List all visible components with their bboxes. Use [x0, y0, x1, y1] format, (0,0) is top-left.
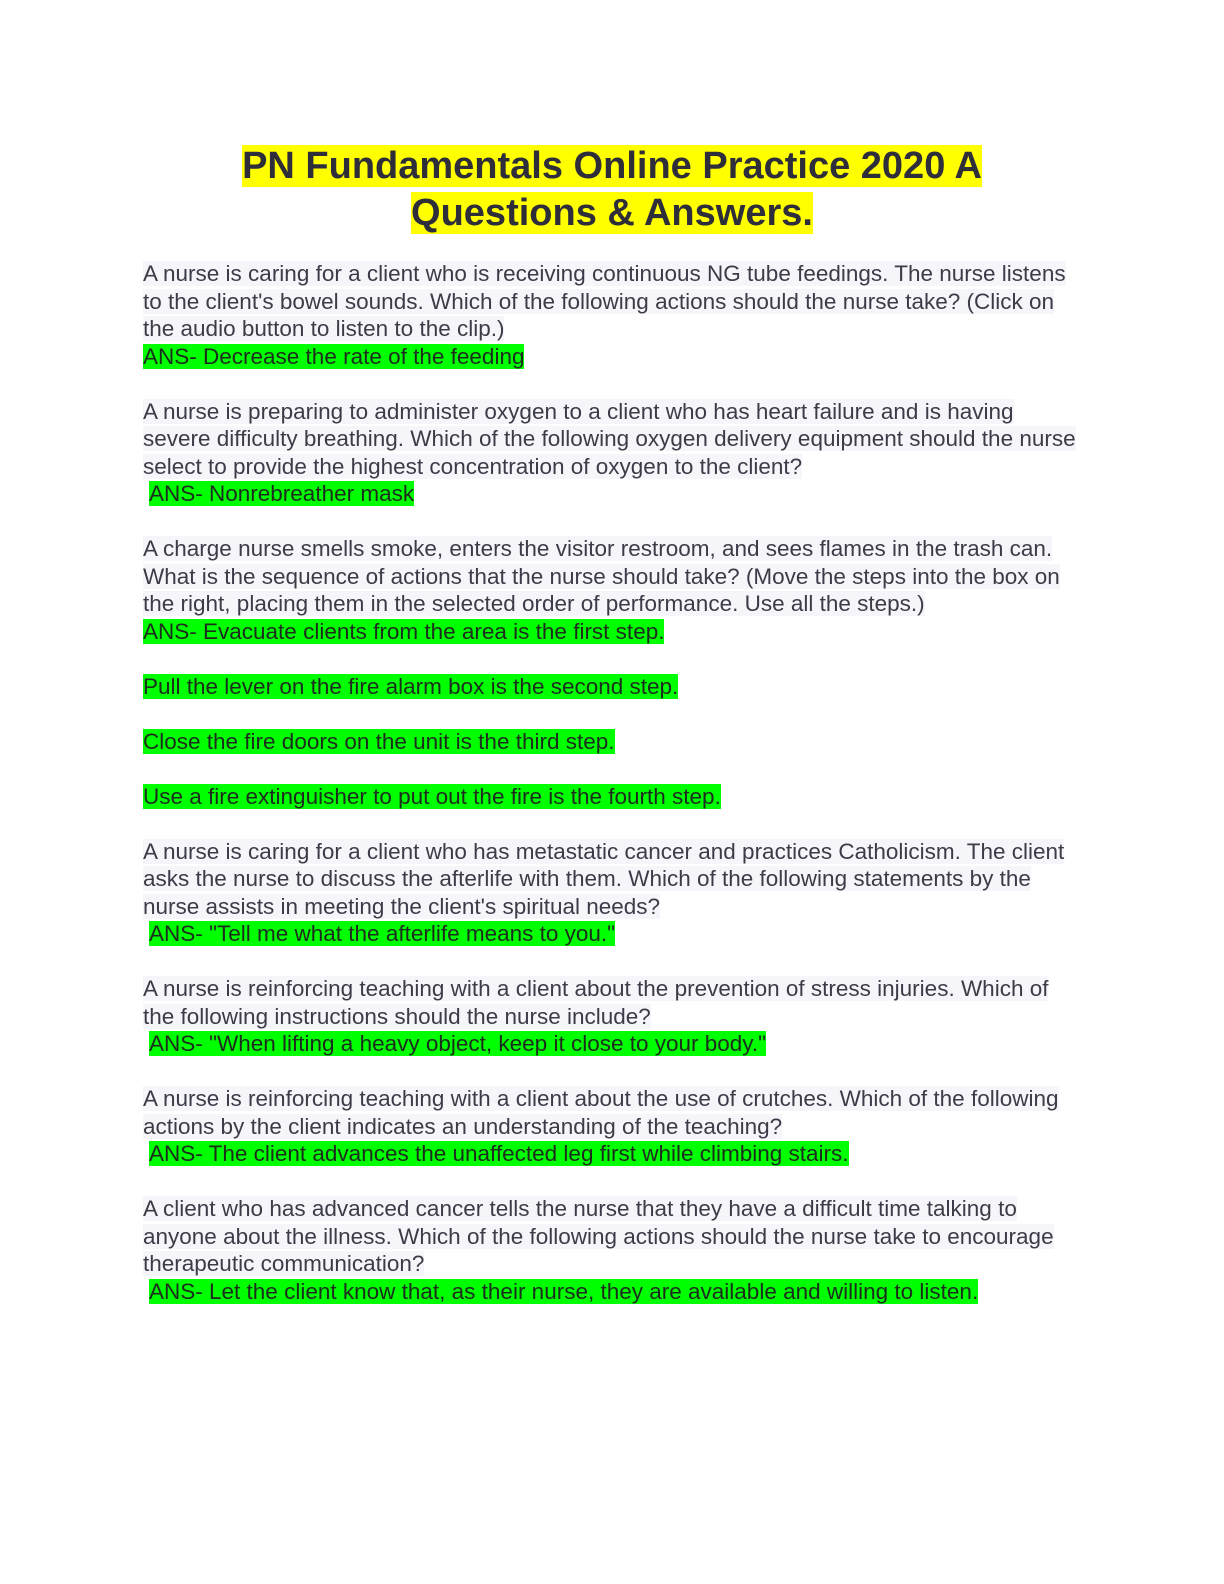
answer-text: ANS- Decrease the rate of the feeding: [143, 343, 525, 369]
qa-item-5: [143, 975, 1083, 1058]
qa-item-6: [143, 1085, 1083, 1168]
qa-list: [143, 260, 1083, 1305]
question-text: A charge nurse smells smoke, enters the visitor restroom, and sees flames in the trash can. What is the sequence of actions that the nurse should take? (Move the steps into the box on the right, placing them in the selected order of performance. Use all the steps.): [143, 536, 1060, 616]
answer-step-4: Use a fire extinguisher to put out the fire is the fourth step.: [143, 783, 721, 809]
qa-item-2: [143, 398, 1083, 508]
question-text: A nurse is reinforcing teaching with a client about the prevention of stress injuries. Which of the following instructions should the nurse include?: [143, 976, 1049, 1029]
question-text: A nurse is reinforcing teaching with a client about the use of crutches. Which of the following actions by the client indicates an understanding of the teaching?: [143, 1086, 1059, 1139]
question-text: A nurse is caring for a client who is receiving continuous NG tube feedings. The nurse listens to the client's bowel sounds. Which of the following actions should the nurse take? (Click on the audio button to listen to the clip.): [143, 261, 1066, 341]
question-text: A nurse is preparing to administer oxygen to a client who has heart failure and is having severe difficulty breathing. Which of the following oxygen delivery equipment should the nurse select to provide the highest concentration of oxygen to the client?: [143, 398, 1076, 479]
answer-step-1: ANS- Evacuate clients from the area is the first step.: [143, 618, 665, 644]
answer-text: ANS- Nonrebreather mask: [149, 481, 415, 506]
title-line-2: Questions & Answers.: [411, 192, 813, 234]
question-text: A nurse is caring for a client who has metastatic cancer and practices Catholicism. The client asks the nurse to discuss the afterlife with them. Which of the following statements by the nurse assists in meeting the client's spiritual needs?: [143, 838, 1065, 919]
qa-item-1: [143, 260, 1083, 370]
answer-step-2: Pull the lever on the fire alarm box is the second step.: [143, 673, 679, 699]
answer-text: ANS- "Tell me what the afterlife means to you.": [149, 921, 616, 946]
title-line-1: PN Fundamentals Online Practice 2020 A: [242, 145, 982, 187]
qa-item-7: [143, 1195, 1083, 1305]
document-title: [100, 143, 1124, 237]
answer-text: ANS- "When lifting a heavy object, keep it close to your body.": [149, 1031, 767, 1056]
answer-text: ANS- The client advances the unaffected leg first while climbing stairs.: [149, 1141, 849, 1166]
answer-text: ANS- Let the client know that, as their nurse, they are available and willing to listen.: [149, 1278, 979, 1304]
qa-item-3: [143, 535, 1083, 810]
question-text: A client who has advanced cancer tells the nurse that they have a difficult time talking to anyone about the illness. Which of the following actions should the nurse take to encourage therapeutic communication?: [143, 1196, 1054, 1276]
qa-item-4: [143, 838, 1083, 948]
answer-step-3: Close the fire doors on the unit is the third step.: [143, 728, 615, 754]
